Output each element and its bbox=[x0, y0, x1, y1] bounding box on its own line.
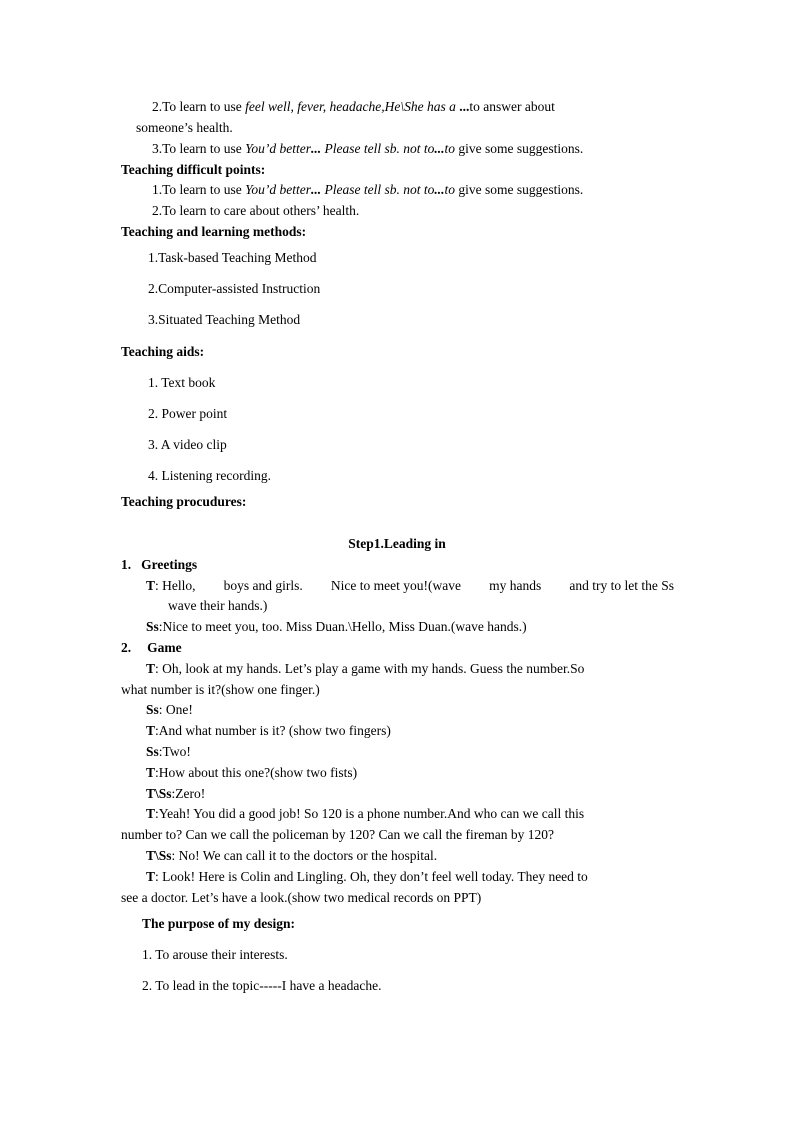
difficult-point-1-italic-2: Please tell sb. not to bbox=[321, 182, 435, 197]
objective-2-italic-phrases: feel well, fever, headache,He\She has a bbox=[245, 99, 460, 114]
objective-2-ellipsis: ... bbox=[459, 99, 470, 114]
speaker-teacher: T bbox=[146, 661, 156, 676]
objective-2-suffix: to answer about bbox=[469, 99, 555, 114]
methods-heading: Teaching and learning methods: bbox=[121, 224, 307, 239]
aid-item-3: 3. A video clip bbox=[148, 437, 227, 452]
game-line-7: T:Yeah! You did a good job! So 120 is a phone number.And who can we call this bbox=[146, 806, 585, 821]
difficult-point-1-suffix: give some suggestions. bbox=[455, 182, 584, 197]
game-heading bbox=[121, 640, 182, 656]
objective-3-italic-3: to bbox=[444, 141, 456, 156]
greetings-line-1-continuation: wave their hands.) bbox=[168, 598, 268, 613]
objective-3-italic-1: You’d better bbox=[245, 141, 312, 156]
difficult-point-1-ellipsis-1: ... bbox=[311, 182, 322, 197]
greetings-title: Greetings bbox=[141, 557, 198, 572]
aid-item-2: 2. Power point bbox=[148, 406, 228, 421]
greetings-line-1 bbox=[146, 578, 674, 594]
method-item-2: 2.Computer-assisted Instruction bbox=[148, 281, 321, 296]
greetings-line-1-seg-1: T: Hello, bbox=[146, 578, 196, 593]
objective-3-suffix: give some suggestions. bbox=[455, 141, 584, 156]
greetings-line-1-seg-2: boys and girls. bbox=[223, 578, 303, 593]
greetings-line-1-seg-3: Nice to meet you!(wave bbox=[330, 578, 461, 593]
objective-2-prefix: 2.To learn to use bbox=[152, 99, 246, 114]
greetings-number: 1. bbox=[121, 557, 132, 572]
game-line-1-continuation: what number is it?(show one finger.) bbox=[121, 682, 320, 697]
speaker-teacher-students: T\Ss bbox=[146, 786, 172, 801]
objective-3-line bbox=[152, 141, 583, 157]
objective-3-italic-2: Please tell sb. not to bbox=[321, 141, 435, 156]
game-line-4: Ss:Two! bbox=[146, 744, 191, 759]
speaker-teacher: T bbox=[146, 869, 156, 884]
procedures-heading: Teaching procudures: bbox=[121, 494, 247, 509]
game-number: 2. bbox=[121, 640, 132, 655]
speaker-teacher-students: T\Ss bbox=[146, 848, 172, 863]
step1-title: Step1.Leading in bbox=[348, 536, 446, 551]
difficult-point-1-prefix: 1.To learn to use bbox=[152, 182, 246, 197]
game-line-8: T\Ss: No! We can call it to the doctors or the hospital. bbox=[146, 848, 438, 863]
greetings-line-1-seg-4: my hands bbox=[489, 578, 542, 593]
speaker-students: Ss bbox=[146, 744, 159, 759]
greetings-heading bbox=[121, 557, 197, 573]
objective-3-ellipsis-2: ... bbox=[434, 141, 445, 156]
game-line-3: T:And what number is it? (show two fingers) bbox=[146, 723, 391, 738]
game-line-1: T: Oh, look at my hands. Let’s play a game with my hands. Guess the number.So bbox=[146, 661, 585, 676]
objective-3-ellipsis-1: ... bbox=[311, 141, 322, 156]
purpose-item-1: 1. To arouse their interests. bbox=[142, 947, 288, 962]
difficult-point-1-italic-3: to bbox=[444, 182, 456, 197]
aids-heading: Teaching aids: bbox=[121, 344, 205, 359]
aid-item-4: 4. Listening recording. bbox=[148, 468, 271, 483]
game-line-9-continuation: see a doctor. Let’s have a look.(show two medical records on PPT) bbox=[121, 890, 482, 905]
game-line-6: T\Ss:Zero! bbox=[146, 786, 206, 801]
game-line-9: T: Look! Here is Colin and Lingling. Oh, they don’t feel well today. They need to bbox=[146, 869, 588, 884]
difficult-points-heading: Teaching difficult points: bbox=[121, 162, 266, 177]
objective-3-prefix: 3.To learn to use bbox=[152, 141, 246, 156]
speaker-students: Ss bbox=[146, 619, 159, 634]
purpose-heading: The purpose of my design: bbox=[142, 916, 296, 931]
speaker-teacher: T bbox=[146, 806, 156, 821]
objective-2-continuation: someone’s health. bbox=[136, 120, 233, 135]
speaker-students: Ss bbox=[146, 702, 159, 717]
aid-item-1: 1. Text book bbox=[148, 375, 216, 390]
method-item-3: 3.Situated Teaching Method bbox=[148, 312, 301, 327]
game-title: Game bbox=[147, 640, 182, 655]
difficult-point-1 bbox=[152, 182, 583, 198]
difficult-point-1-italic-1: You’d better bbox=[245, 182, 312, 197]
speaker-teacher: T bbox=[146, 723, 156, 738]
difficult-point-2: 2.To learn to care about others’ health. bbox=[152, 203, 360, 218]
game-line-5: T:How about this one?(show two fists) bbox=[146, 765, 358, 780]
method-item-1: 1.Task-based Teaching Method bbox=[148, 250, 317, 265]
speaker-teacher: T bbox=[146, 765, 156, 780]
game-line-7-continuation: number to? Can we call the policeman by 120? Can we call the fireman by 120? bbox=[121, 827, 554, 842]
greetings-line-2: Ss:Nice to meet you, too. Miss Duan.\Hello, Miss Duan.(wave hands.) bbox=[146, 619, 527, 634]
game-line-2: Ss: One! bbox=[146, 702, 193, 717]
difficult-point-1-ellipsis-2: ... bbox=[434, 182, 445, 197]
objective-2-line bbox=[152, 99, 555, 115]
speaker-teacher: T bbox=[146, 578, 156, 593]
greetings-line-1-seg-5: and try to let the Ss bbox=[569, 578, 674, 593]
purpose-item-2: 2. To lead in the topic-----I have a headache. bbox=[142, 978, 382, 993]
